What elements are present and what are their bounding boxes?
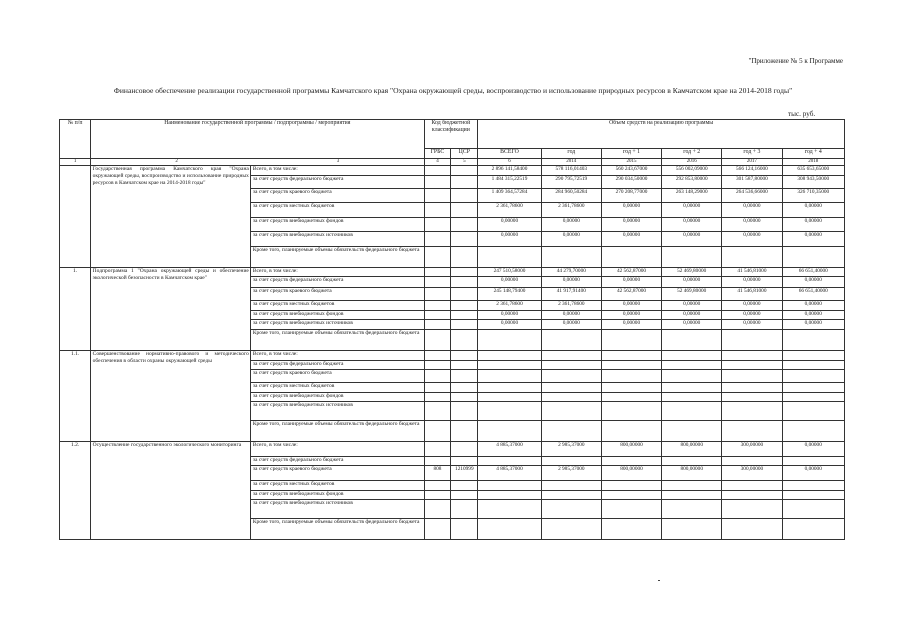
value-cell: 578 116,01403 [541, 166, 601, 176]
value-cell: 0,00000 [782, 320, 844, 330]
scan-speck [658, 580, 660, 581]
row-number: 1.1. [60, 350, 91, 441]
col-number: 1 [60, 159, 91, 166]
value-cell: 0,00000 [662, 320, 722, 330]
source-regional: за счет средств краевого бюджета [251, 466, 424, 481]
header-csr: ЦСР [451, 149, 478, 159]
value-cell: 0,00000 [722, 320, 782, 330]
value-cell: 800,00000 [601, 442, 661, 457]
header-num: № п/п [60, 120, 91, 159]
header-code: Код бюджетной классификации [424, 120, 478, 149]
value-cell: 66 651,40000 [782, 288, 844, 301]
source-local: за счет средств местных бюджетов [251, 301, 424, 311]
header-col-year: год [541, 149, 601, 159]
value-cell: 247 510,58000 [478, 267, 541, 277]
program-name: Государственная программа Камчатского края "Охрана окружающей среды, воспроизводство и использование природных ресурсов в Камчатском крае на 2014-2018 годы" [91, 166, 251, 268]
year-label: 2018 [782, 159, 844, 166]
value-cell: 52 469,80000 [662, 267, 722, 277]
source-federal: за счет средств федерального бюджета [251, 175, 424, 188]
row-number: 1. [60, 267, 91, 350]
header-grbs: ГРБС [424, 149, 451, 159]
col-number: 3 [336, 159, 340, 164]
value-cell: 0,00000 [662, 301, 722, 311]
value-cell: 0,00000 [662, 277, 722, 288]
source-total: Всего, в том числе: [251, 267, 424, 277]
table-header-row [60, 120, 845, 149]
row-number [60, 166, 91, 268]
source-note: Кроме того, планируемые объемы обязательств федерального бюджета [251, 329, 424, 350]
value-cell: 800,00000 [662, 466, 722, 481]
value-cell: 0,00000 [722, 232, 782, 247]
value-cell: 2 361,78600 [478, 301, 541, 311]
col-number [91, 159, 424, 166]
value-cell: 0,00000 [478, 277, 541, 288]
value-cell: 0,00000 [601, 232, 661, 247]
source-note: Кроме того, планируемые объемы обязательств федерального бюджета [251, 421, 424, 442]
value-cell: 0,00000 [722, 217, 782, 232]
value-cell: 0,00000 [782, 217, 844, 232]
value-cell: 0,00000 [662, 310, 722, 320]
value-cell: 1 409 364,57284 [478, 188, 541, 203]
value-cell: 0,00000 [722, 203, 782, 218]
year-label: 2014 [541, 159, 601, 166]
value-cell: 263 148,29000 [662, 188, 722, 203]
value-cell: 0,00000 [662, 232, 722, 247]
value-cell: 0,00000 [478, 310, 541, 320]
value-cell: 270 208,77000 [601, 188, 661, 203]
col-number: 5 [451, 159, 478, 166]
value-cell: 2 361,78600 [541, 203, 601, 218]
value-cell: 0,00000 [782, 203, 844, 218]
appendix-label: "Приложение № 5 к Программе [748, 57, 843, 65]
source-regional: за счет средств краевого бюджета [251, 288, 424, 301]
source-offbudget-sources: за счет средств внебюджетных источников [251, 320, 424, 330]
source-local: за счет средств местных бюджетов [251, 383, 424, 393]
value-cell: 0,00000 [478, 217, 541, 232]
value-cell: 0,00000 [478, 232, 541, 247]
value-cell: 300,00000 [722, 466, 782, 481]
value-cell: 556 002,09000 [662, 166, 722, 176]
source-offbudget-sources: за счет средств внебюджетных источников [251, 500, 424, 519]
source-federal: за счет средств федерального бюджета [251, 360, 424, 370]
value-cell: 264 536,66000 [722, 188, 782, 203]
source-local: за счет средств местных бюджетов [251, 203, 424, 218]
value-cell: 0,00000 [782, 232, 844, 247]
col-number: 4 [424, 159, 451, 166]
col-number: 2 [175, 159, 178, 164]
table-row [60, 350, 845, 360]
value-cell: 560 243,67000 [601, 166, 661, 176]
value-cell: 2 985,37000 [541, 442, 601, 457]
unit-label: тыс. руб. [788, 110, 816, 118]
grbs-code: 808 [424, 466, 451, 481]
value-cell: 292 853,80000 [662, 175, 722, 188]
value-cell: 308 943,50000 [782, 175, 844, 188]
financing-table [59, 119, 845, 540]
source-offbudget-sources: за счет средств внебюджетных источников [251, 402, 424, 421]
value-cell: 66 651,40000 [782, 267, 844, 277]
value-cell: 4 885,37000 [478, 442, 541, 457]
value-cell: 0,00000 [601, 301, 661, 311]
value-cell: 0,00000 [782, 301, 844, 311]
value-cell: 2 361,78600 [541, 301, 601, 311]
source-regional: за счет средств краевого бюджета [251, 370, 424, 383]
document-title: Финансовое обеспечение реализации государственной программы Камчатского края "Охрана окружающей среды, воспроизводство и использование природных ресурсов в Камчатском крае на 2014-2018 годы" [113, 86, 793, 95]
value-cell: 635 653,65000 [782, 166, 844, 176]
value-cell: 290 034,50000 [601, 175, 661, 188]
value-cell: 42 562,87000 [601, 267, 661, 277]
value-cell: 0,00000 [601, 320, 661, 330]
header-col-year-plus2: год + 2 [662, 149, 722, 159]
value-cell: 800,00000 [601, 466, 661, 481]
source-offbudget-sources: за счет средств внебюджетных источников [251, 232, 424, 247]
col-number: 6 [478, 159, 541, 166]
source-offbudget-funds: за счет средств внебюджетных фондов [251, 310, 424, 320]
value-cell: 0,00000 [782, 442, 844, 457]
activity-name: Осуществление государственного экологического мониторинга [91, 442, 251, 540]
source-regional: за счет средств краевого бюджета [251, 188, 424, 203]
source-total: Всего, в том числе: [251, 166, 424, 176]
value-cell: 0,00000 [782, 310, 844, 320]
value-cell: 41 546,81000 [722, 267, 782, 277]
row-number: 1.2. [60, 442, 91, 540]
source-note: Кроме того, планируемые объемы обязательств федерального бюджета [251, 519, 424, 540]
activity-name: Совершенствование нормативно-правового и методического обеспечения в области охраны окружающей среды [91, 350, 251, 441]
value-cell: 0,00000 [541, 277, 601, 288]
value-cell: 0,00000 [601, 203, 661, 218]
header-volume: Объем средств на реализацию программы [478, 120, 845, 149]
header-col-year-plus3: год + 3 [722, 149, 782, 159]
value-cell: 0,00000 [541, 320, 601, 330]
value-cell: 0,00000 [601, 310, 661, 320]
value-cell: 0,00000 [541, 232, 601, 247]
header-col-year-plus4: год + 4 [782, 149, 844, 159]
value-cell: 2 896 141,58400 [478, 166, 541, 176]
value-cell: 0,00000 [601, 277, 661, 288]
year-label: 2015 [601, 159, 661, 166]
value-cell: 566 124,16000 [722, 166, 782, 176]
source-offbudget-funds: за счет средств внебюджетных фондов [251, 490, 424, 500]
value-cell: 800,00000 [662, 442, 722, 457]
header-col-year-plus1: год + 1 [601, 149, 661, 159]
source-offbudget-funds: за счет средств внебюджетных фондов [251, 392, 424, 402]
source-total: Всего, в том числе: [251, 442, 424, 457]
value-cell: 326 710,35000 [782, 188, 844, 203]
value-cell: 0,00000 [722, 310, 782, 320]
value-cell: 290 795,72519 [541, 175, 601, 188]
value-cell: 0,00000 [782, 466, 844, 481]
source-local: за счет средств местных бюджетов [251, 480, 424, 490]
value-cell: 41 546,81000 [722, 288, 782, 301]
value-cell: 2 361,78600 [478, 203, 541, 218]
source-federal: за счет средств федерального бюджета [251, 456, 424, 466]
value-cell: 44 279,70000 [541, 267, 601, 277]
value-cell: 0,00000 [541, 310, 601, 320]
value-cell: 301 587,80000 [722, 175, 782, 188]
value-cell: 0,00000 [722, 277, 782, 288]
value-cell: 0,00000 [601, 217, 661, 232]
year-label: 2017 [722, 159, 782, 166]
value-cell: 2 985,37000 [541, 466, 601, 481]
value-cell: 0,00000 [782, 277, 844, 288]
value-cell: 0,00000 [662, 217, 722, 232]
value-cell: 300,00000 [722, 442, 782, 457]
value-cell: 0,00000 [478, 320, 541, 330]
header-name: Наименование государственной программы / подпрограммы / мероприятия [91, 120, 424, 159]
value-cell: 245 148,79400 [478, 288, 541, 301]
table-row [60, 267, 845, 277]
value-cell: 0,00000 [541, 217, 601, 232]
year-label: 2016 [662, 159, 722, 166]
table-row [60, 442, 845, 457]
value-cell: 0,00000 [662, 203, 722, 218]
value-cell: 284 960,50284 [541, 188, 601, 203]
csr-code: 1210999 [451, 466, 478, 481]
source-offbudget-funds: за счет средств внебюджетных фондов [251, 217, 424, 232]
source-federal: за счет средств федерального бюджета [251, 277, 424, 288]
value-cell: 41 917,91400 [541, 288, 601, 301]
table-row [60, 166, 845, 176]
value-cell: 42 562,87000 [601, 288, 661, 301]
header-col-total: ВСЕГО [478, 149, 541, 159]
source-note: Кроме того, планируемые объемы обязательств федерального бюджета [251, 246, 424, 267]
value-cell: 1 484 315,22519 [478, 175, 541, 188]
value-cell: 4 885,37000 [478, 466, 541, 481]
value-cell: 52 469,80000 [662, 288, 722, 301]
subprogram-name: Подпрограмма 1 "Охрана окружающей среды и обеспечение экологической безопасности в Камчатском крае" [91, 267, 251, 350]
table-numbering-row [60, 159, 845, 166]
source-total: Всего, в том числе: [251, 350, 424, 360]
value-cell: 0,00000 [722, 301, 782, 311]
